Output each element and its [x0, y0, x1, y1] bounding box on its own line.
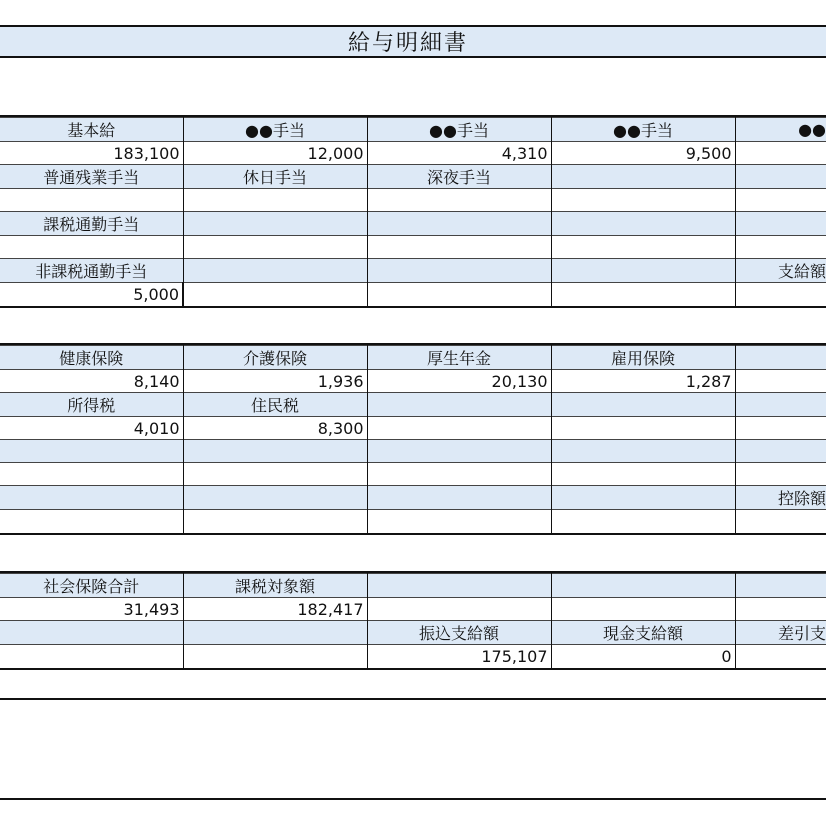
field-label: 支給額 [735, 259, 826, 283]
field-value[interactable]: 183,100 [0, 142, 183, 165]
field-label: ●●手当 [367, 118, 551, 142]
page-title: 給与明細書 [347, 31, 468, 56]
field-label [735, 212, 826, 236]
field-value[interactable] [367, 189, 551, 212]
field-value[interactable] [0, 645, 183, 668]
field-value[interactable] [735, 283, 826, 306]
field-value[interactable]: 1,287 [551, 370, 735, 393]
label-row [0, 346, 826, 370]
field-label [735, 393, 826, 417]
field-value[interactable] [183, 463, 367, 486]
field-value[interactable] [183, 645, 367, 668]
totals-table [0, 573, 826, 668]
field-value[interactable] [0, 510, 183, 533]
field-label [183, 486, 367, 510]
value-row [0, 510, 826, 533]
field-value[interactable]: 20,130 [367, 370, 551, 393]
field-value[interactable]: 0 [551, 645, 735, 668]
field-value[interactable]: 12,000 [183, 142, 367, 165]
field-value[interactable]: 5,000 [0, 283, 183, 306]
field-value[interactable] [367, 417, 551, 440]
field-label: 深夜手当 [367, 165, 551, 189]
field-value[interactable] [367, 510, 551, 533]
field-label [367, 393, 551, 417]
field-label: 休日手当 [183, 165, 367, 189]
field-label [367, 212, 551, 236]
field-value[interactable]: 175,107 [367, 645, 551, 668]
field-value[interactable] [735, 142, 826, 165]
label-row [0, 165, 826, 189]
field-label [367, 486, 551, 510]
field-label [735, 574, 826, 598]
field-value[interactable]: 182,417 [183, 598, 367, 621]
field-label: 厚生年金 [367, 346, 551, 370]
field-value[interactable] [0, 236, 183, 259]
field-value[interactable] [735, 598, 826, 621]
field-label [551, 212, 735, 236]
field-label: 健康保険 [0, 346, 183, 370]
field-label: 社会保険合計 [0, 574, 183, 598]
field-label [551, 393, 735, 417]
field-label [735, 346, 826, 370]
field-label: 振込支給額 [367, 621, 551, 645]
value-row [0, 142, 826, 165]
field-value[interactable]: 9,500 [551, 142, 735, 165]
field-value[interactable] [551, 236, 735, 259]
value-row [0, 370, 826, 393]
field-label: 現金支給額 [551, 621, 735, 645]
field-label: 普通残業手当 [0, 165, 183, 189]
field-value[interactable] [367, 236, 551, 259]
field-label: ●● [735, 118, 826, 142]
earnings-table [0, 117, 826, 306]
value-row [0, 645, 826, 668]
field-label: 基本給 [0, 118, 183, 142]
field-value[interactable] [551, 510, 735, 533]
field-value[interactable] [183, 283, 367, 306]
field-label [551, 574, 735, 598]
label-row [0, 486, 826, 510]
field-value[interactable]: 31,493 [0, 598, 183, 621]
field-value[interactable] [735, 189, 826, 212]
field-label [551, 440, 735, 463]
field-label: 雇用保険 [551, 346, 735, 370]
field-value[interactable] [735, 370, 826, 393]
value-row [0, 189, 826, 212]
field-label [551, 486, 735, 510]
field-value[interactable] [735, 645, 826, 668]
value-row [0, 236, 826, 259]
field-label [0, 486, 183, 510]
field-value[interactable]: 4,310 [367, 142, 551, 165]
label-row [0, 212, 826, 236]
field-label: 課税対象額 [183, 574, 367, 598]
field-value[interactable] [367, 283, 551, 306]
field-label: 住民税 [183, 393, 367, 417]
field-label [735, 165, 826, 189]
label-row [0, 621, 826, 645]
field-label [367, 259, 551, 283]
field-value[interactable] [0, 463, 183, 486]
field-label [551, 165, 735, 189]
field-label [367, 574, 551, 598]
label-row [0, 259, 826, 283]
field-label [183, 621, 367, 645]
title-bar [0, 25, 826, 58]
field-value[interactable] [551, 463, 735, 486]
field-label: 非課税通勤手当 [0, 259, 183, 283]
field-value[interactable] [551, 189, 735, 212]
field-value[interactable] [735, 417, 826, 440]
field-label: 差引支 [735, 621, 826, 645]
field-value[interactable] [551, 283, 735, 306]
label-row [0, 118, 826, 142]
field-value[interactable]: 4,010 [0, 417, 183, 440]
label-row [0, 393, 826, 417]
field-label: 介護保険 [183, 346, 367, 370]
value-row [0, 463, 826, 486]
field-value[interactable] [367, 598, 551, 621]
field-label: 所得税 [0, 393, 183, 417]
field-value[interactable] [735, 510, 826, 533]
value-row [0, 417, 826, 440]
field-value[interactable] [0, 189, 183, 212]
field-label [0, 621, 183, 645]
remarks-box [0, 698, 826, 800]
field-label: ●●手当 [183, 118, 367, 142]
field-value[interactable] [551, 598, 735, 621]
field-value[interactable]: 8,300 [183, 417, 367, 440]
field-value[interactable]: 8,140 [0, 370, 183, 393]
field-value[interactable] [367, 463, 551, 486]
field-label [735, 440, 826, 463]
field-value[interactable] [183, 510, 367, 533]
field-value[interactable] [735, 236, 826, 259]
earnings-section [0, 115, 826, 308]
field-value[interactable] [183, 236, 367, 259]
field-label [0, 440, 183, 463]
field-label [183, 440, 367, 463]
label-row [0, 574, 826, 598]
deductions-section [0, 343, 826, 535]
field-label [183, 212, 367, 236]
field-label [367, 440, 551, 463]
totals-section [0, 571, 826, 670]
value-row [0, 283, 826, 306]
field-label: 課税通勤手当 [0, 212, 183, 236]
field-value[interactable] [551, 417, 735, 440]
field-label [183, 259, 367, 283]
value-row [0, 598, 826, 621]
field-label [551, 259, 735, 283]
label-row [0, 440, 826, 463]
field-label: 控除額 [735, 486, 826, 510]
field-value[interactable]: 1,936 [183, 370, 367, 393]
deductions-table [0, 345, 826, 533]
field-label: ●●手当 [551, 118, 735, 142]
field-value[interactable] [735, 463, 826, 486]
field-value[interactable] [183, 189, 367, 212]
